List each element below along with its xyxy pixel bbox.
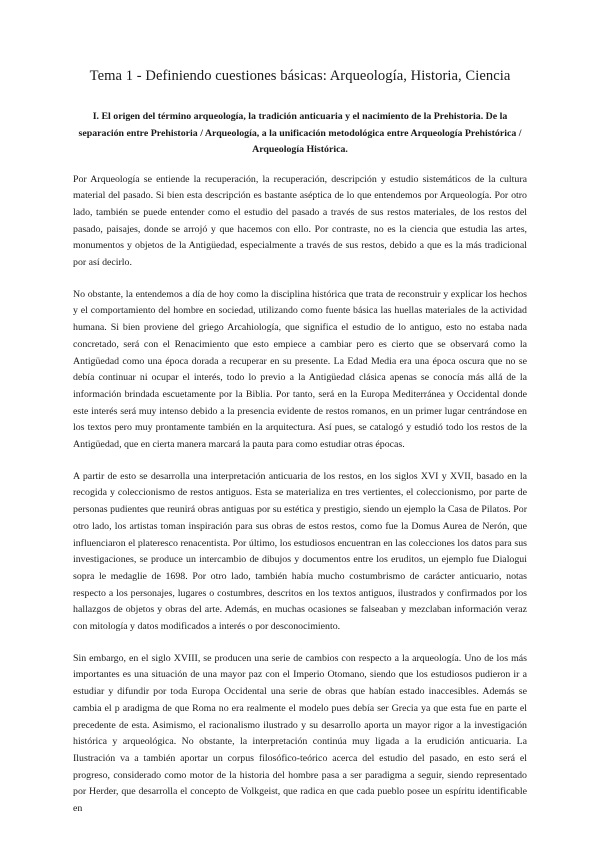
paragraph-4: Sin embargo, en el siglo XVIII, se producen una serie de cambios con respecto a la arqueología. Uno de los más importantes es una situación de una mayor paz con el Imperio Otomano, siendo que los estudiosos pudieron ir a estudiar y difundir por toda Europa Occidental una serie de obras que habían estado inaccesibles. Además se cambia el p aradigma de que Roma no era realmente el modelo pues debía ser Grecia ya que esta fue en parte el precedente de esta. Asimismo, el racionalismo ilustrado y su desarrollo aporta un mayor rigor a la investigación histórica y arqueológica. No obstante, la interpretación continúa muy ligada a la erudición anticuaria. La Ilustración va a también aportar un corpus filosófico-teórico acerca del estudio del pasado, en esto será el progreso, considerado como motor de la historia del hombre pasa a ser paradigma a seguir, siendo representado por Herder, que desarrolla el concepto de Volkgeist, que radica en que cada pueblo posee un espíritu identificable en — [73, 652, 527, 815]
paragraph-1: Por Arqueología se entiende la recuperación, la recuperación, descripción y estudio sistemáticos de la cultura material del pasado. Si bien esta descripción es bastante aséptica de lo que entendemos por Arqueología. Por otro lado, también se puede entender como el estudio del pasado a través de sus restos materiales, de los restos del pasado, paisajes, donde se arrojó y que hacemos con ello. Por contraste, no es la ciencia que estudia las artes, monumentos y objetos de la Antigüedad, especialmente a través de sus restos, debido a que es la más tradicional por así decirlo. — [73, 173, 527, 269]
section-heading: I. El origen del término arqueología, la tradición anticuaria y el nacimiento de la Prehistoria. De la separación entre Prehistoria / Arqueología, a la unificación metodológica entre Arqueología Prehistórica / Arqueología Histórica. — [78, 111, 522, 155]
paragraph-3: A partir de esto se desarrolla una interpretación anticuaria de los restos, en los siglos XVI y XVII, basado en la recogida y coleccionismo de restos antiguos. Esta se materializa en tres vertientes, el coleccionismo, por parte de personas pudientes que reunirá obras antiguas por su estética y prestigio, siendo un ejemplo la Casa de Pilatos. Por otro lado, los artistas toman inspiración para sus obras de estos restos, como fue la Domus Aurea de Nerón, que influenciaron el plateresco renacentista. Por último, los estudiosos encuentran en las colecciones los datos para sus investigaciones, se produce un intercambio de dibujos y documentos entre los eruditos, un ejemplo fue Dialogui sopra le medaglie de 1698. Por otro lado, también había mucho costumbrismo de carácter anticuario, notas respecto a los personajes, lugares o costumbres, descritos en los textos antiguos, ilustrados y confirmados por los hallazgos de objetos y obras del arte. Además, en muchas ocasiones se falseaban y mezclaban información veraz con mitología y datos modificados a interés o por desconocimiento. — [73, 470, 527, 633]
paragraph-2: No obstante, la entendemos a día de hoy como la disciplina histórica que trata de reconstruir y explicar los hechos y el comportamiento del hombre en sociedad, utilizando como fuente básica las huellas materiales de la actividad humana. Si bien proviene del griego Arcahiología, que significa el estudio de lo antiguo, esto no estaba nada concretado, será con el Renacimiento que esto empiece a cambiar pero es cierto que se observará como la Antigüedad como una época dorada a recuperar en su presente. La Edad Media era una época oscura que no se debía continuar ni ocupar el interés, todo lo previo a la Antigüedad clásica apenas se conocía más allá de la información brindada escuetamente por la Biblia. Por tanto, será en la Europa Mediterránea y Occidental donde este interés será muy intenso debido a la presencia evidente de restos romanos, en un primer lugar centrándose en los textos pero muy prontamente también en la arquitectura. Así pues, se catalogó y estudió todo los restos de la Antigüedad, que en cierta manera marcará la pauta para como estudiar otras épocas. — [73, 288, 527, 451]
document-title: Tema 1 - Definiendo cuestiones básicas: Arqueología, Historia, Ciencia — [89, 68, 511, 84]
